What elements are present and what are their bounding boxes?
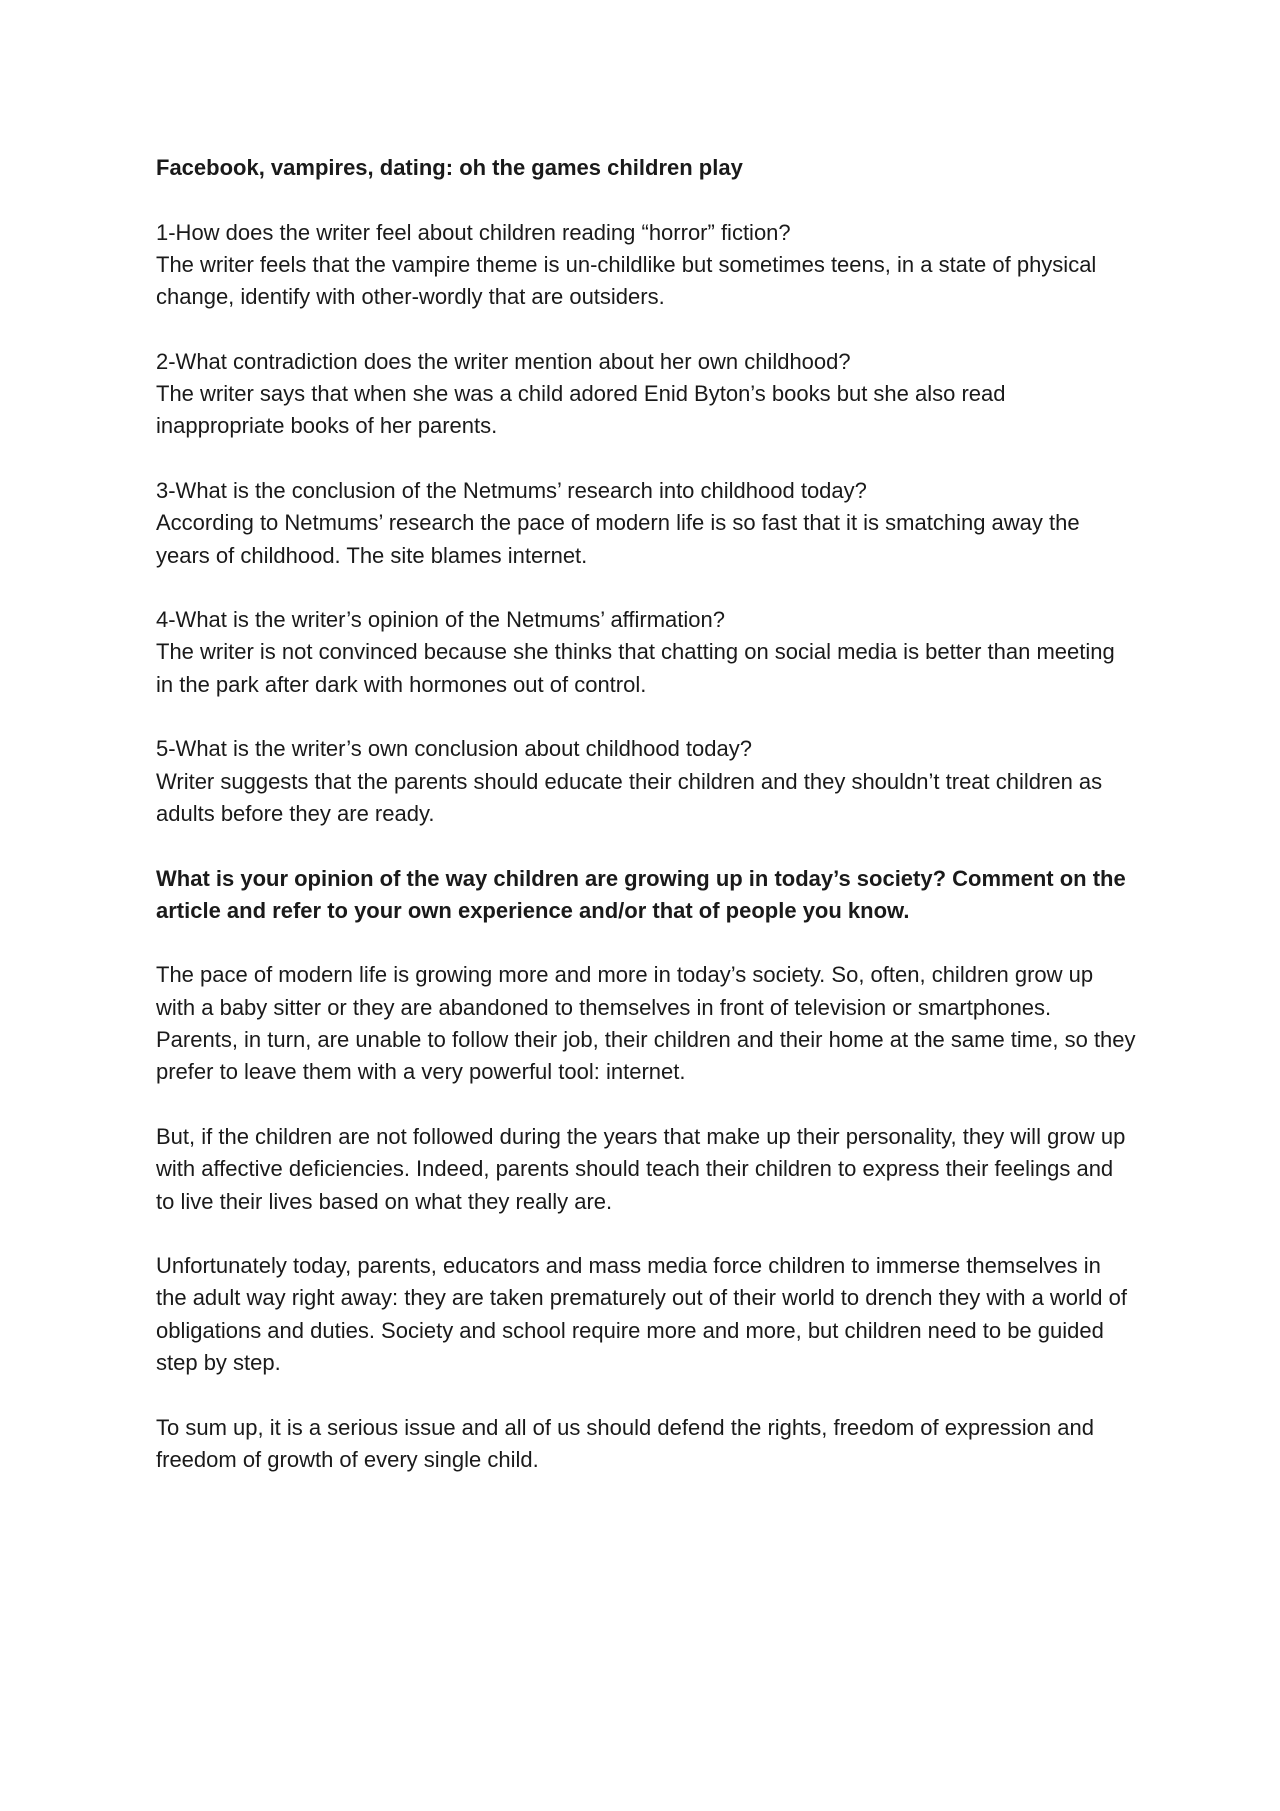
spacer [156, 830, 1136, 862]
answer-2: The writer says that when she was a child adored Enid Byton’s books but she also read inappropriate books of her parents. [156, 381, 1006, 439]
document-title: Facebook, vampires, dating: oh the games children play [156, 155, 743, 180]
answer-4: The writer is not convinced because she thinks that chatting on social media is better than meeting in the park after dark with hormones out of control. [156, 639, 1115, 697]
essay-paragraph-1a: The pace of modern life is growing more and more in today’s society. So, often, children grow up with a baby sitter or they are abandoned to themselves in front of television or smartphones. [156, 962, 1094, 1020]
question-1: 1-How does the writer feel about children reading “horror” fiction? [156, 219, 791, 245]
essay-prompt: What is your opinion of the way children are growing up in today’s society? Comment on the article and refer to your own experience and/or that of people you know. [156, 865, 1126, 923]
question-3: 3-What is the conclusion of the Netmums’ research into childhood today? [156, 477, 867, 503]
essay-paragraph-2: But, if the children are not followed during the years that make up their personality, they will grow up with affective deficiencies. Indeed, parents should teach their children to express their feelings and to live their lives based on what they really are. [156, 1123, 1126, 1214]
spacer [156, 701, 1136, 733]
spacer [156, 1379, 1136, 1411]
spacer [156, 1089, 1136, 1121]
spacer [156, 184, 1136, 216]
essay-paragraph-3: Unfortunately today, parents, educators and mass media force children to immerse themselves in the adult way right away: they are taken prematurely out of their world to drench they with a world of obligations and duties. Society and school require more and more, but children need to be guided step by step. [156, 1253, 1127, 1375]
question-4: 4-What is the writer’s opinion of the Netmums’ affirmation? [156, 607, 725, 633]
answer-3: According to Netmums’ research the pace of modern life is so fast that it is smatching away the years of childhood. The site blames internet. [156, 510, 1080, 568]
question-2: 2-What contradiction does the writer mention about her own childhood? [156, 348, 851, 374]
essay-paragraph-1b: Parents, in turn, are unable to follow their job, their children and their home at the same time, so they prefer to leave them with a very powerful tool: internet. [156, 1027, 1136, 1085]
essay-paragraph-4: To sum up, it is a serious issue and all of us should defend the rights, freedom of expression and freedom of growth of every single child. [156, 1414, 1094, 1472]
spacer [156, 443, 1136, 475]
spacer [156, 572, 1136, 604]
document-page [156, 152, 1136, 1476]
question-5: 5-What is the writer’s own conclusion about childhood today? [156, 736, 752, 762]
answer-5: Writer suggests that the parents should educate their children and they shouldn’t treat children as adults before they are ready. [156, 768, 1103, 826]
spacer [156, 1218, 1136, 1250]
spacer [156, 313, 1136, 345]
answer-1: The writer feels that the vampire theme is un-childlike but sometimes teens, in a state of physical change, identify with other-wordly that are outsiders. [156, 251, 1097, 310]
spacer [156, 927, 1136, 959]
